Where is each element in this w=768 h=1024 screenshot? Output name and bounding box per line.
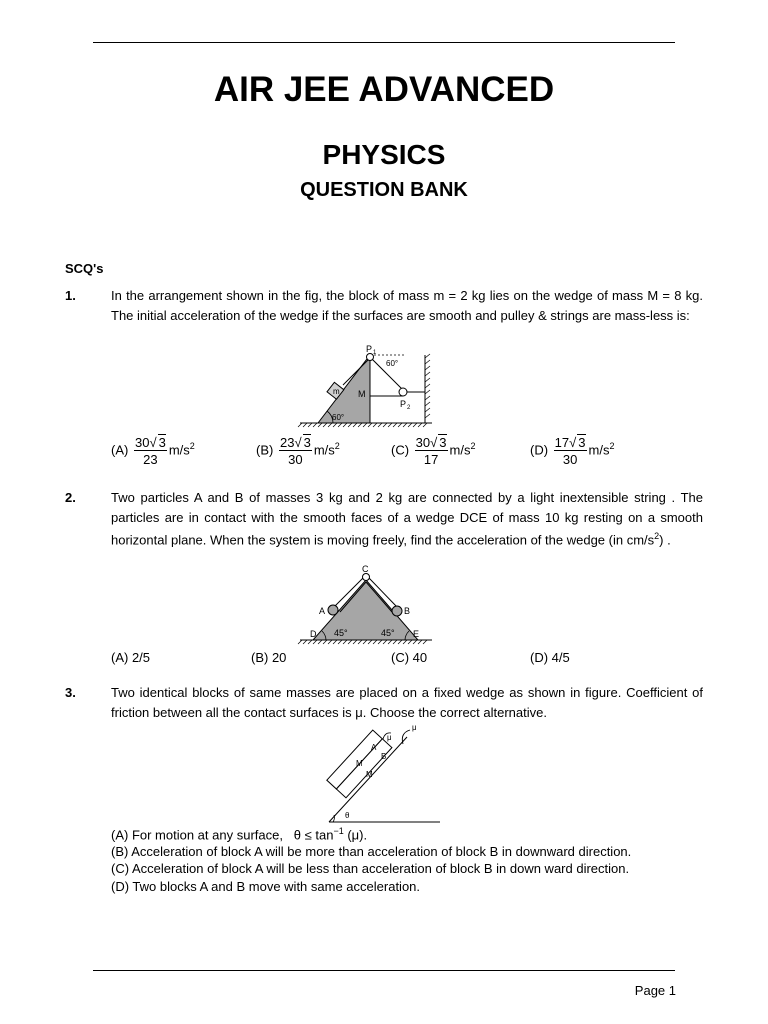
fraction-denominator: 30	[562, 452, 578, 467]
q2-label-e: E	[413, 629, 420, 639]
question-2-option-a[interactable]: (A) 2/5	[111, 650, 151, 665]
q3-option-a-prefix: (A) For motion at any surface,	[111, 827, 283, 843]
q1-label-p1: P	[366, 344, 373, 354]
q1-label-p1-sub: 1	[373, 350, 377, 356]
fraction-coef: 23	[279, 435, 295, 450]
fraction-coef: 30	[134, 435, 150, 450]
question-2-option-b[interactable]: (B) 20	[251, 650, 287, 665]
question-3-text: Two identical blocks of same masses are placed on a fixed wedge as shown in figure. Coefficient of friction between all the contact surfaces is μ. Choose the correct alternative.	[111, 685, 703, 720]
q1-label-p2: P	[400, 399, 407, 409]
q2-label-angle-right: 45°	[381, 628, 395, 638]
question-2-number: 2.	[65, 490, 76, 505]
option-unit-exp: 2	[334, 441, 340, 452]
option-label: (D)	[530, 442, 549, 458]
question-3-option-a[interactable]	[111, 826, 367, 842]
fraction-root: 3	[578, 435, 586, 450]
question-2-text-exp: 2	[654, 531, 660, 541]
q1-label-p2-sub: 2	[407, 405, 411, 411]
question-1-number: 1.	[65, 288, 76, 303]
q3-label-a: A	[371, 743, 377, 752]
q3-label-mu-mid: μ	[387, 733, 392, 742]
fraction-denominator: 17	[423, 452, 439, 467]
option-unit-exp: 2	[609, 441, 615, 452]
q3-option-a-theta: θ ≤ tan	[293, 827, 334, 843]
question-3-option-c[interactable]: (C) Acceleration of block A will be less than acceleration of block B in down ward direction.	[111, 861, 630, 876]
question-2-option-d[interactable]: (D) 4/5	[530, 650, 570, 665]
page-number: Page 1	[634, 983, 676, 998]
question-3-option-d[interactable]: (D) Two blocks A and B move with same acceleration.	[111, 879, 421, 894]
q3-label-m1: M	[356, 759, 363, 768]
q2-label-angle-left: 45°	[334, 628, 348, 638]
subject-title: PHYSICS	[322, 139, 446, 170]
fraction-root: 3	[439, 435, 447, 450]
fraction-root: 3	[158, 435, 166, 450]
question-2-option-c[interactable]: (C) 40	[391, 650, 428, 665]
fraction: $\frac{30√ 3}{23}$	[134, 435, 166, 467]
exam-title: AIR JEE ADVANCED	[213, 70, 555, 109]
q3-label-b: B	[381, 752, 387, 761]
footer-rule	[93, 970, 675, 971]
q3-label-m2: M	[366, 770, 373, 779]
q3-option-a-exp: −1	[333, 826, 344, 836]
fraction-coef: 17	[554, 435, 570, 450]
fraction-denominator: 23	[143, 452, 158, 467]
q1-label-wedge-M: M	[358, 389, 366, 399]
option-unit: m/s	[588, 442, 610, 458]
option-label: (C)	[391, 442, 410, 458]
q3-option-a-suffix: (μ).	[343, 827, 368, 843]
question-2-text-main: Two particles A and B of masses 3 kg and 2 kg are connected by a light inextensible string . The particles are in contact with the smooth faces of a wedge DCE of mass 10 kg resting on a smooth horizontal plane. When the system is moving freely, find the acceleration of the wedge (in cm/s	[111, 490, 703, 548]
fraction: $\frac{30√ 3}{17}$	[415, 435, 447, 467]
q2-label-d: D	[310, 629, 317, 639]
option-label: (A)	[111, 442, 129, 458]
q2-label-c: C	[362, 564, 369, 574]
section-label: SCQ's	[65, 261, 104, 276]
q1-label-block-m: m	[333, 387, 340, 396]
q3-label-theta: θ	[345, 811, 350, 820]
option-unit: m/s	[449, 442, 471, 458]
q2-label-a: A	[319, 606, 326, 616]
fraction-denominator: 30	[288, 452, 303, 467]
fraction: $\frac{17√ 3}{30}$	[554, 435, 586, 467]
question-1-text: In the arrangement shown in the fig, the block of mass m = 2 kg lies on the wedge of mass M = 8 kg. The initial acceleration of the wedge if the surfaces are smooth and pulley & strings are mass-less is:	[111, 288, 703, 323]
q1-label-angle-base: 60°	[332, 413, 345, 422]
question-bank-subtitle: QUESTION BANK	[300, 179, 468, 201]
fraction-coef: 30	[415, 435, 431, 450]
option-unit: m/s	[168, 442, 190, 458]
option-unit: m/s	[313, 442, 335, 458]
question-2-text-end: ) .	[659, 532, 671, 548]
q2-label-b: B	[404, 606, 411, 616]
question-3-option-b[interactable]: (B) Acceleration of block A will be more than acceleration of block B in downward direction.	[111, 844, 632, 859]
option-label: (B)	[256, 442, 274, 458]
q3-label-mu-top: μ	[412, 723, 417, 732]
fraction-root: 3	[303, 435, 311, 450]
option-unit-exp: 2	[470, 441, 476, 452]
q1-label-angle-top: 60°	[386, 359, 399, 368]
option-unit-exp: 2	[189, 441, 195, 452]
fraction: $\frac{23√ 3}{30}$	[279, 435, 311, 467]
question-3-number: 3.	[65, 685, 76, 700]
